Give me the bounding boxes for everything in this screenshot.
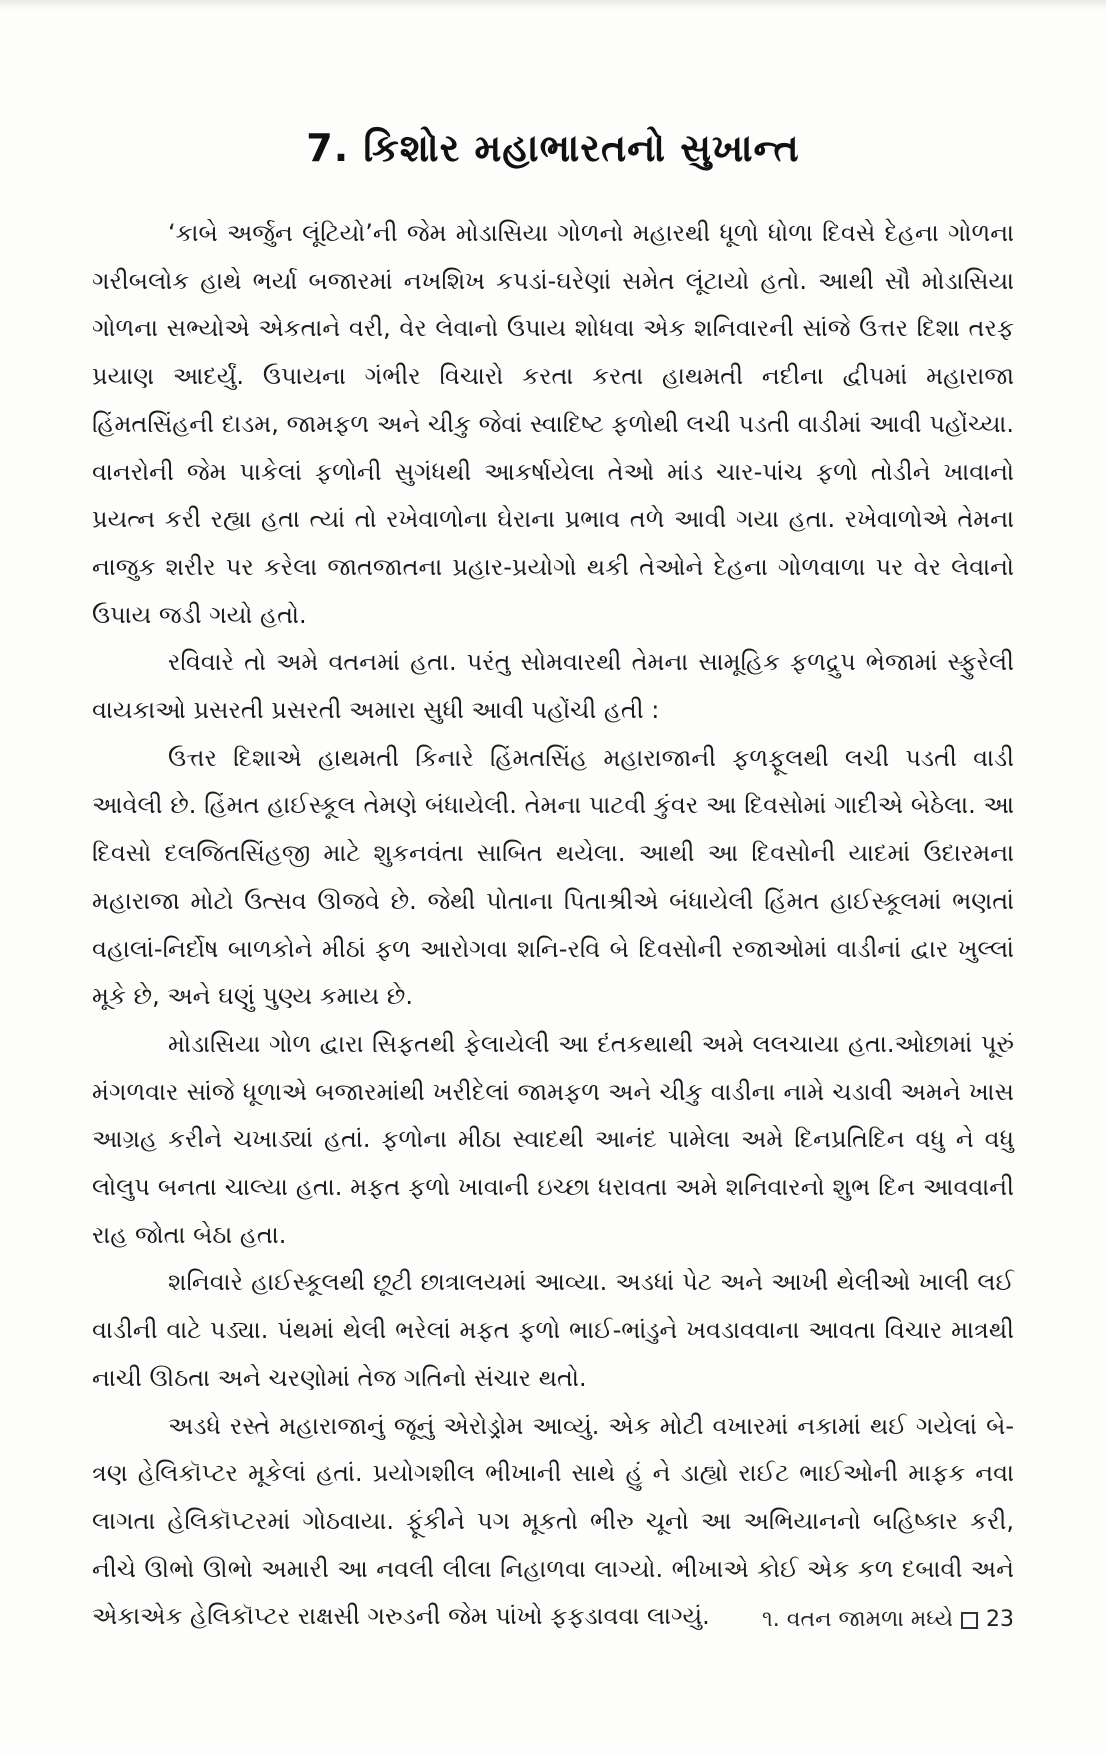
paragraph-4: મોડાસિયા ગોળ દ્વારા સિફતથી ફેલાયેલી આ દંતકથાથી અમે લલચાયા હતા.ઓછામાં પૂરું મંગળવાર સાંજે ધૂળાએ બજારમાંથી ખરીદેલાં જામફળ અને ચીકુ વાડીના નામે ચડાવી અમને ખાસ આગ્રહ કરીને ચખાડ્યાં હતાં. ફળોના મીઠા સ્વાદથી આનંદ પામેલા અમે દિનપ્રતિદિન વધુ ને વધુ લોલુપ બનતા ચાલ્યા હતા. મફત ફળો ખાવાની ઇચ્છા ધરાવતા અમે શનિવારનો શુભ દિન આવવાની રાહ જોતા બેઠા હતા. (92, 1029, 1014, 1249)
paragraph-3: ઉત્તર દિશાએ હાથમતી કિનારે હિંમતસિંહ મહારાજાની ફળફૂલથી લચી પડતી વાડી આવેલી છે. હિંમત હાઈસ્કૂલ તેમણે બંધાયેલી. તેમના પાટવી કુંવર આ દિવસોમાં ગાદીએ બેઠેલા. આ દિવસો દલજિતસિંહજી માટે શુકનવંતા સાબિત થયેલા. આથી આ દિવસોની યાદમાં ઉદારમના મહારાજા મોટો ઉત્સવ ઊજવે છે. જેથી પોતાના પિતાશ્રીએ બંધાયેલી હિંમત હાઈસ્કૂલમાં ભણતાં વહાલાં-નિર્દોષ બાળકોને મીઠાં ફળ આરોગવા શનિ-રવિ બે દિવસોની રજાઓમાં વાડીનાં દ્વાર ખુલ્લાં મૂકે છે, અને ઘણું પુણ્ય કમાય છે. (92, 743, 1014, 1011)
page-footer (762, 1605, 1014, 1635)
page-top-shadow (0, 0, 1106, 10)
paragraph-5: શનિવારે હાઈસ્કૂલથી છૂટી છાત્રાલયમાં આવ્યા. અડધાં પેટ અને આખી થેલીઓ ખાલી લઈ વાડીની વાટે પડ્યા. પંથમાં થેલી ભરેલાં મફત ફળો ભાઈ-ભાંડુને ખવડાવવાના આવતા વિચાર માત્રથી નાચી ઊઠતા અને ચરણોમાં તેજ ગતિનો સંચાર થતો. (92, 1268, 1014, 1392)
page-number: 23 (986, 1607, 1014, 1632)
running-title: ૧. વતન જામળા મધ્યે (762, 1607, 953, 1632)
paragraph-2: રવિવારે તો અમે વતનમાં હતા. પરંતુ સોમવારથી તેમના સામૂહિક ફળદ્રુપ ભેજામાં સ્ફુરેલી વાયકાઓ પ્રસરતી પ્રસરતી અમારા સુધી આવી પહોંચી હતી : (92, 648, 1014, 725)
chapter-title: 7. કિશોર મહાભારતનો સુખાન્ત (306, 126, 800, 170)
chapter-body (92, 210, 1014, 1641)
paragraph-6: અડધે રસ્તે મહારાજાનું જૂનું એરોડ્રોમ આવ્યું. એક મોટી વખારમાં નકામાં થઈ ગયેલાં બે-ત્રણ હેલિકૉપ્ટર મૂકેલાં હતાં. પ્રયોગશીલ ભીખાની સાથે હું ને ડાહ્યો રાઈટ ભાઈઓની માફક નવા લાગતા હેલિકૉપ્ટરમાં ગોઠવાયા. ફૂંકીને પગ મૂકતો ભીરુ ચૂનો આ અભિયાનનો બહિષ્કાર કરી, નીચે ઊભો ઊભો અમારી આ નવલી લીલા નિહાળવા લાગ્યો. ભીખાએ કોઈ એક કળ દબાવી અને એકાએક હેલિકૉપ્ટર રાક્ષસી ગરુડની જેમ પાંખો ફફડાવવા લાગ્યું. (92, 1411, 1014, 1631)
paragraph-1: ‘કાબે અર્જુન લૂંટિયો’ની જેમ મોડાસિયા ગોળનો મહારથી ધૂળો ધોળા દિવસે દેહના ગોળના ગરીબલોક હાથે ભર્યા બજારમાં નખશિખ કપડાં-ઘરેણાં સમેત લૂંટાયો હતો. આથી સૌ મોડાસિયા ગોળના સભ્યોએ એકતાને વરી, વેર લેવાનો ઉપાય શોધવા એક શનિવારની સાંજે ઉત્તર દિશા તરફ પ્રયાણ આદર્યું. ઉપાયના ગંભીર વિચારો કરતા કરતા હાથમતી નદીના દ્વીપમાં મહારાજા હિંમતસિંહની દાડમ, જામફળ અને ચીકુ જેવાં સ્વાદિષ્ટ ફળોથી લચી પડતી વાડીમાં આવી પહોંચ્યા. વાનરોની જેમ પાકેલાં ફળોની સુગંધથી આકર્ષાયેલા તેઓ માંડ ચાર-પાંચ ફળો તોડીને ખાવાનો પ્રયત્ન કરી રહ્યા હતા ત્યાં તો રખેવાળોના ઘેરાના પ્રભાવ તળે આવી ગયા હતા. રખેવાળોએ તેમના નાજુક શરીર પર કરેલા જાતજાતના પ્રહાર-પ્રયોગો થકી તેઓને દેહના ગોળવાળા પર વેર લેવાનો ઉપાય જડી ગયો હતો. (92, 219, 1014, 629)
square-box-icon (961, 1612, 978, 1629)
